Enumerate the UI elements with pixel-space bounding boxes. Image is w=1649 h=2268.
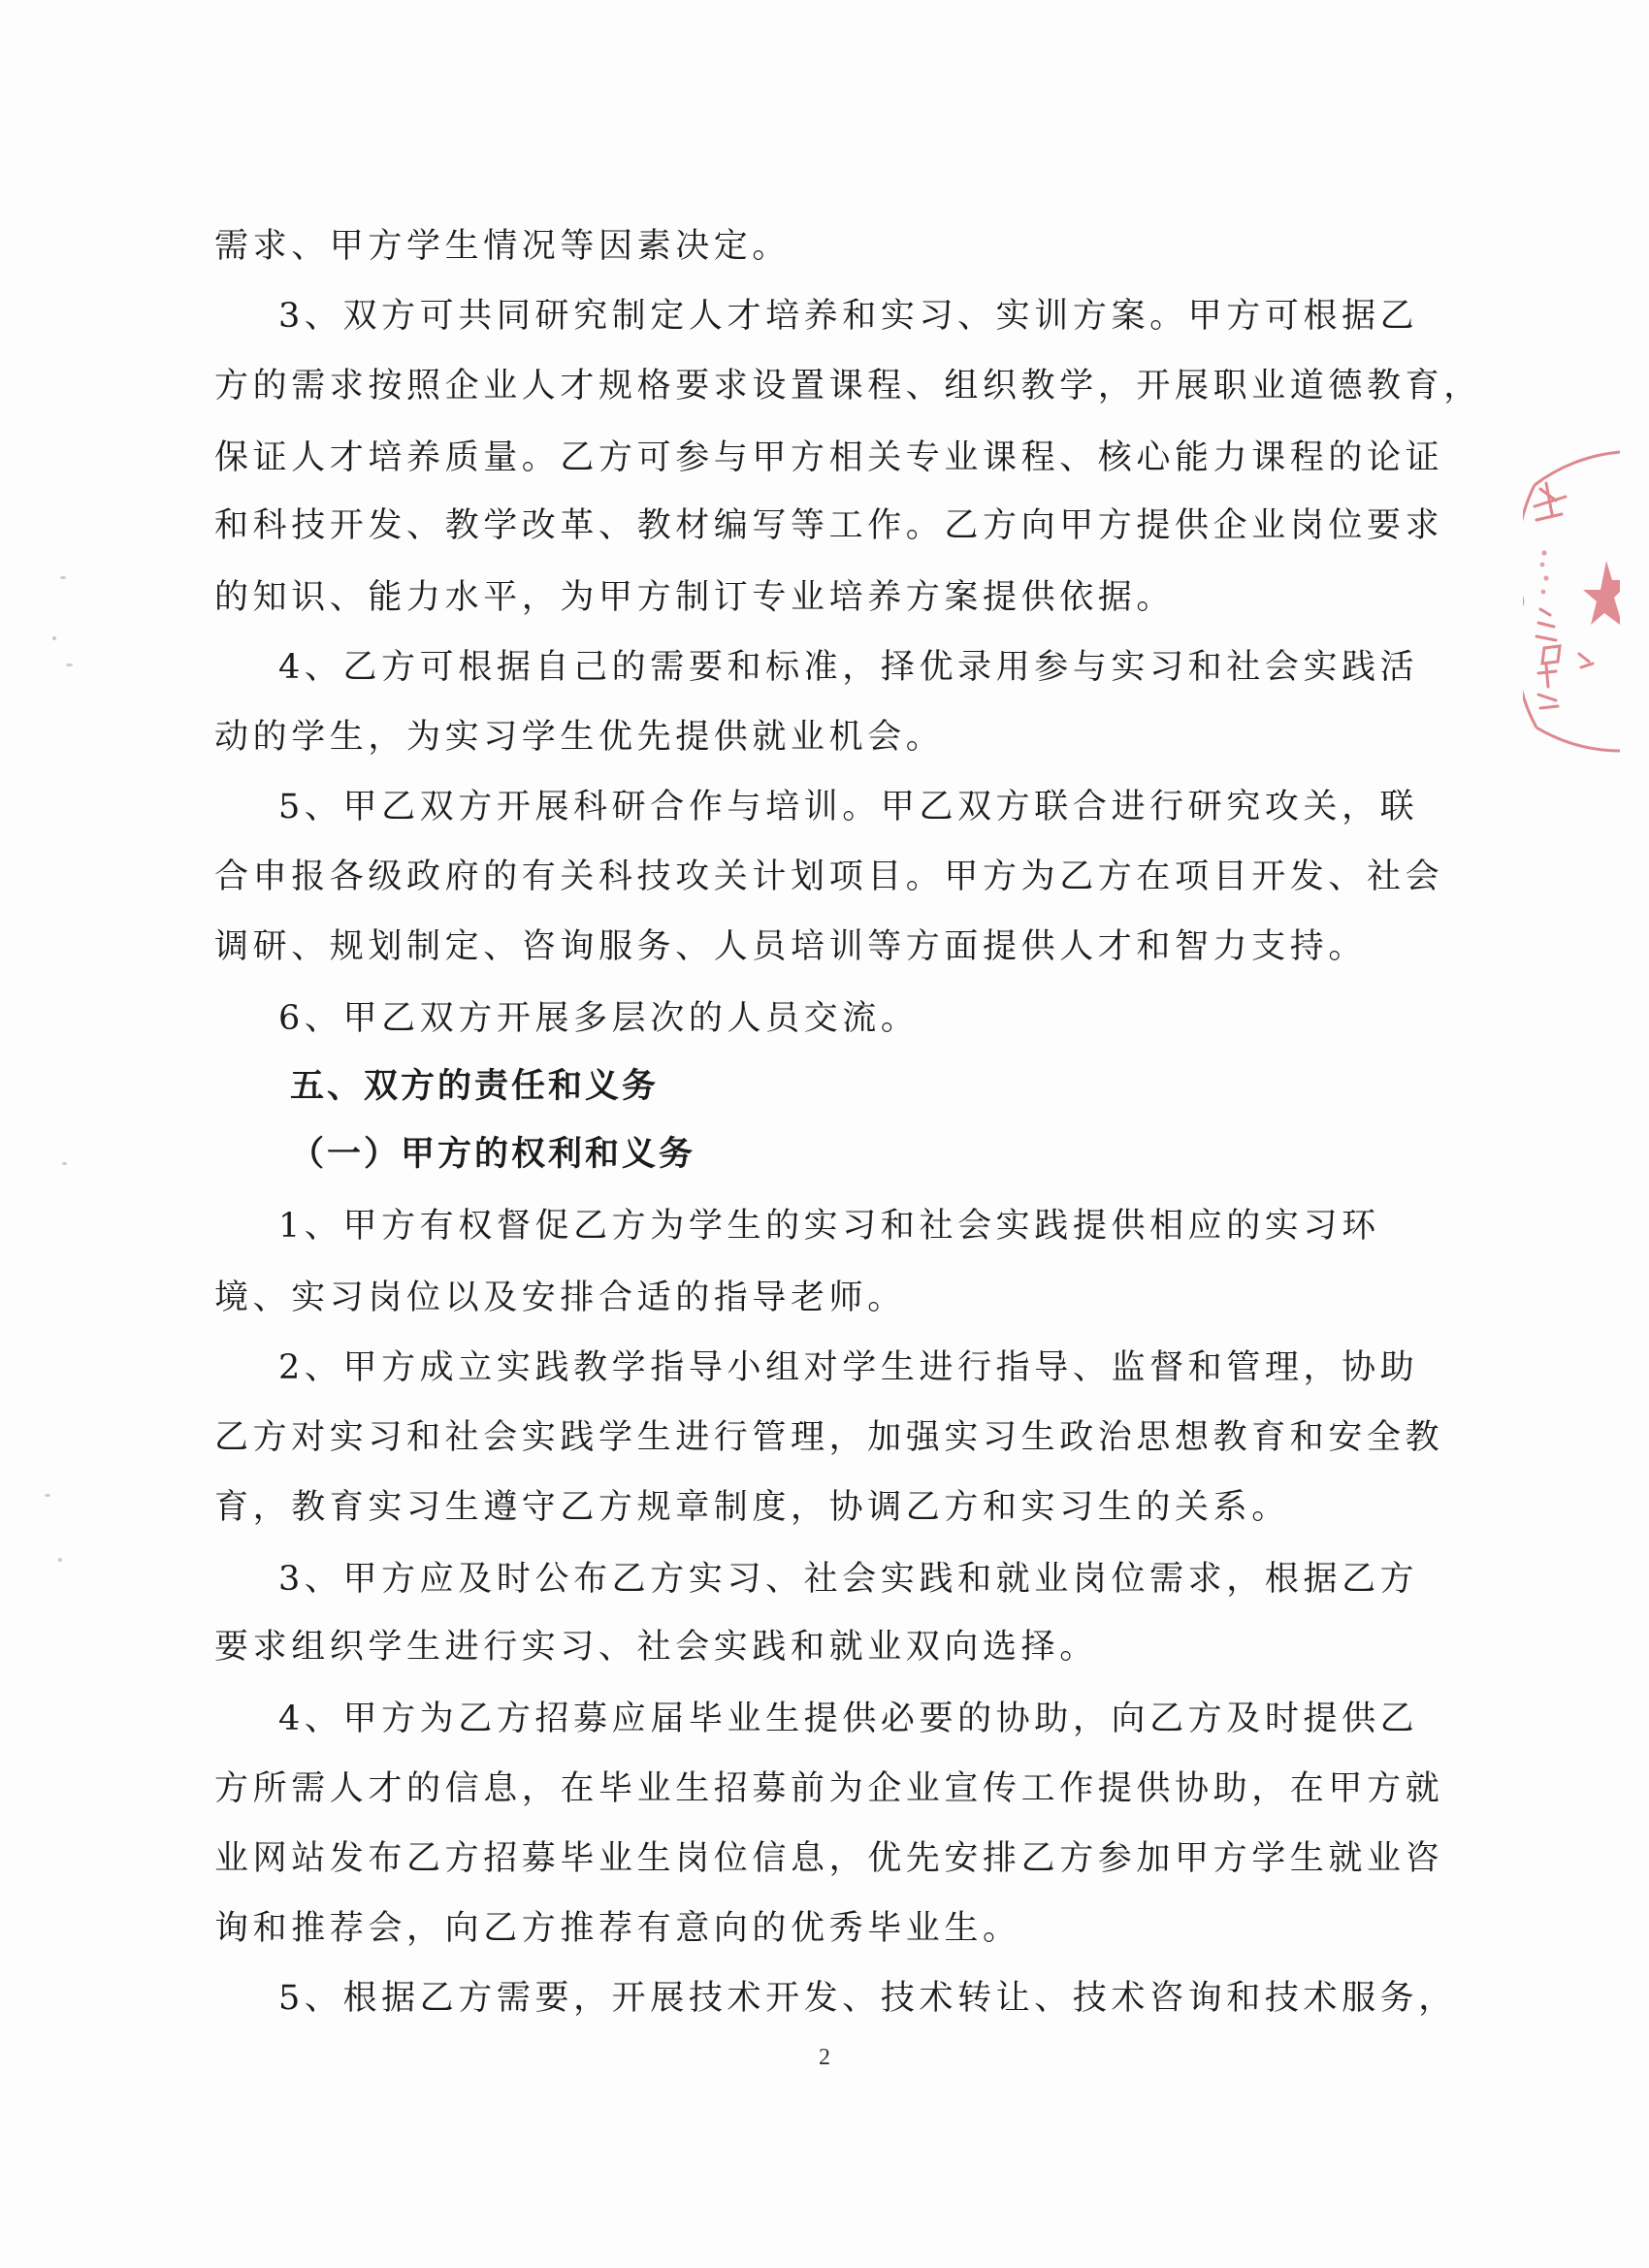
text-line: 4、乙方可根据自己的需要和标准，择优录用参与实习和社会实践活 xyxy=(278,648,1419,687)
text-line: 询和推荐会，向乙方推荐有意向的优秀毕业生。 xyxy=(214,1909,1021,1948)
text-line: 5、根据乙方需要，开展技术开发、技术转让、技术咨询和技术服务， xyxy=(278,1979,1457,2018)
text-line: 和科技开发、教学改革、教材编写等工作。乙方向甲方提供企业岗位要求 xyxy=(214,506,1444,545)
scan-speck xyxy=(66,664,73,666)
scan-speck xyxy=(62,1162,67,1165)
text-line: 需求、甲方学生情况等因素决定。 xyxy=(214,227,792,266)
text-line: 要求组织学生进行实习、社会实践和就业双向选择。 xyxy=(214,1628,1098,1667)
text-line: 境、实习岗位以及安排合适的指导老师。 xyxy=(214,1279,906,1317)
scan-speck xyxy=(45,1494,50,1497)
text-line: 方的需求按照企业人才规格要求设置课程、组织教学，开展职业道德教育， xyxy=(214,367,1482,405)
text-line: 6、甲乙双方开展多层次的人员交流。 xyxy=(278,999,920,1038)
text-line: 3、甲方应及时公布乙方实习、社会实践和就业岗位需求，根据乙方 xyxy=(278,1560,1419,1599)
scan-speck xyxy=(58,1558,62,1562)
scan-speck xyxy=(52,636,56,640)
text-line: 2、甲方成立实践教学指导小组对学生进行指导、监督和管理，协助 xyxy=(278,1348,1419,1387)
text-line: 业网站发布乙方招募毕业生岗位信息，优先安排乙方参加甲方学生就业咨 xyxy=(214,1839,1444,1878)
text-line: 合申报各级政府的有关科技攻关计划项目。甲方为乙方在项目开发、社会 xyxy=(214,858,1444,896)
subsection-heading: （一）甲方的权利和义务 xyxy=(290,1135,696,1174)
text-line: 4、甲方为乙方招募应届毕业生提供必要的协助，向乙方及时提供乙 xyxy=(278,1700,1419,1738)
text-line: 3、双方可共同研究制定人才培养和实习、实训方案。甲方可根据乙 xyxy=(278,297,1419,336)
official-seal xyxy=(1523,446,1620,757)
text-line: 1、甲方有权督促乙方为学生的实习和社会实践提供相应的实习环 xyxy=(278,1207,1380,1246)
text-line: 的知识、能力水平，为甲方制订专业培养方案提供依据。 xyxy=(214,578,1176,617)
text-line: 动的学生，为实习学生优先提供就业机会。 xyxy=(214,718,945,757)
text-line: 乙方对实习和社会实践学生进行管理，加强实习生政治思想教育和安全教 xyxy=(214,1418,1444,1457)
text-line: 5、甲乙双方开展科研合作与培训。甲乙双方联合进行研究攻关，联 xyxy=(278,788,1419,826)
text-line: 调研、规划制定、咨询服务、人员培训等方面提供人才和智力支持。 xyxy=(214,927,1368,966)
scan-speck xyxy=(60,576,66,579)
page-number: 2 xyxy=(819,2045,830,2070)
text-line: 育，教育实习生遵守乙方规章制度，协调乙方和实习生的关系。 xyxy=(214,1488,1290,1527)
text-line: 方所需人才的信息，在毕业生招募前为企业宣传工作提供协助，在甲方就 xyxy=(214,1769,1444,1808)
section-heading: 五、双方的责任和义务 xyxy=(290,1067,660,1106)
text-line: 保证人才培养质量。乙方可参与甲方相关专业课程、核心能力课程的论证 xyxy=(214,438,1444,477)
